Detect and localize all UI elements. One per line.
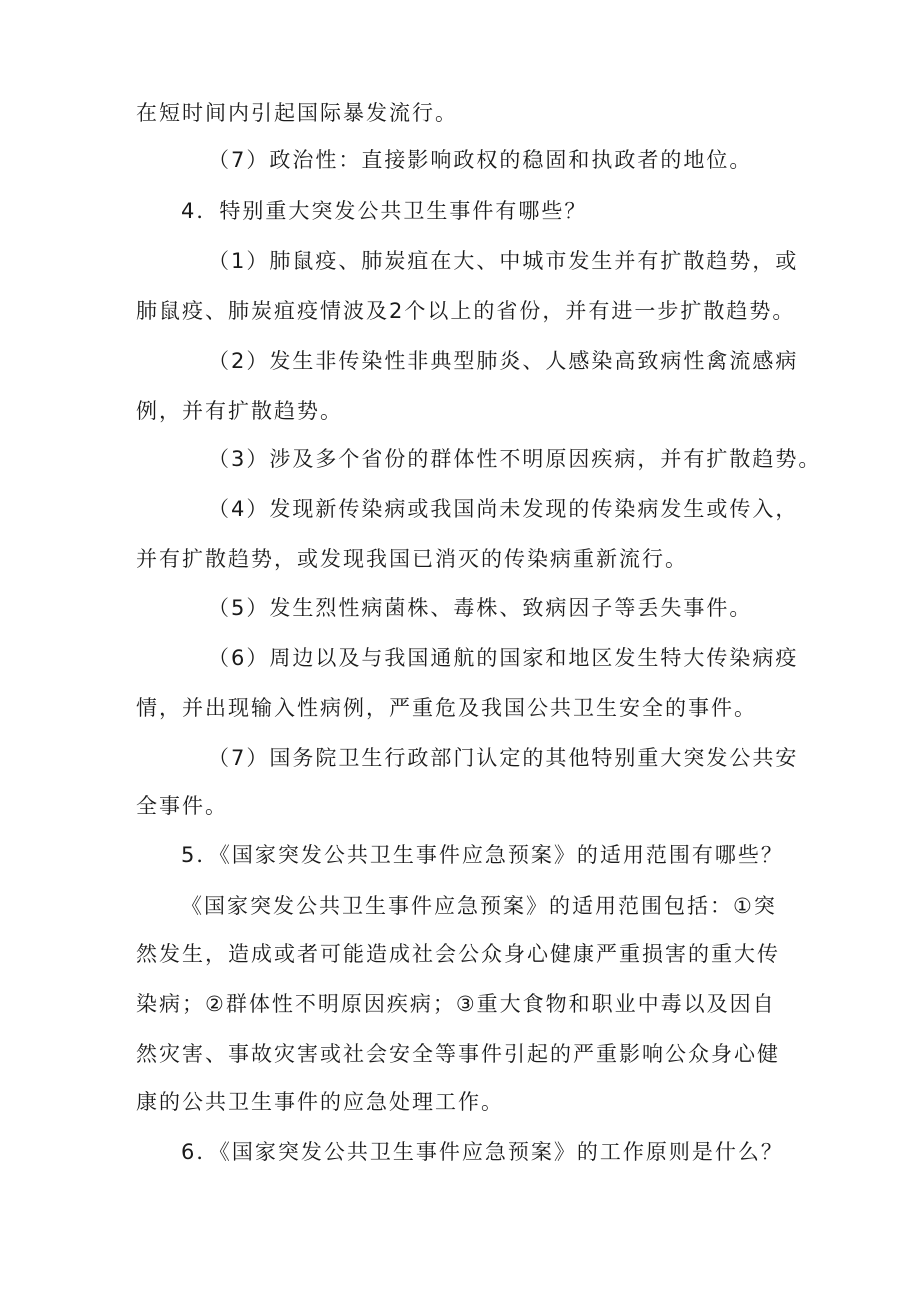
text-line: 全事件。 [136, 794, 228, 818]
paragraph-line: 康的公共卫生事件的应急处理工作。 [136, 1090, 504, 1114]
question-heading: 5．《国家突发公共卫生事件应急预案》的适用范围有哪些？ [181, 843, 784, 867]
paragraph-line: 染病；②群体性不明原因疾病；③重大食物和职业中毒以及因自 [136, 992, 776, 1016]
list-item: （5）发生烈性病菌株、毒株、致病因子等丢失事件。 [208, 596, 753, 620]
list-item: （1）肺鼠疫、肺炭疽在大、中城市发生并有扩散趋势，或 [208, 249, 799, 273]
paragraph-line: 然发生，造成或者可能造成社会公众身心健康严重损害的重大传 [136, 942, 780, 966]
text-line: 在短时间内引起国际暴发流行。 [136, 101, 458, 125]
text-line: 并有扩散趋势，或发现我国已消灭的传染病重新流行。 [136, 547, 688, 571]
text-line: 例，并有扩散趋势。 [136, 399, 343, 423]
text-line: 情，并出现输入性病例，严重危及我国公共卫生安全的事件。 [136, 696, 757, 720]
list-item: （2）发生非传染性非典型肺炎、人感染高致病性禽流感病 [208, 349, 799, 373]
list-item: （7）国务院卫生行政部门认定的其他特别重大突发公共安 [208, 746, 799, 770]
list-item: （7）政治性：直接影响政权的稳固和执政者的地位。 [208, 148, 753, 172]
paragraph-line: 然灾害、事故灾害或社会安全等事件引起的严重影响公众身心健 [136, 1042, 780, 1066]
question-heading: 6．《国家突发公共卫生事件应急预案》的工作原则是什么？ [181, 1140, 784, 1164]
paragraph-line: 《国家突发公共卫生事件应急预案》的适用范围包括：①突 [181, 894, 777, 918]
text-line: 肺鼠疫、肺炭疽疫情波及2个以上的省份，并有进一步扩散趋势。 [136, 299, 796, 323]
list-item: （3）涉及多个省份的群体性不明原因疾病，并有扩散趋势。 [208, 447, 822, 471]
list-item: （4）发现新传染病或我国尚未发现的传染病发生或传入， [208, 497, 799, 521]
list-item: （6）周边以及与我国通航的国家和地区发生特大传染病疫 [208, 646, 799, 670]
question-heading: 4．特别重大突发公共卫生事件有哪些？ [181, 199, 588, 223]
